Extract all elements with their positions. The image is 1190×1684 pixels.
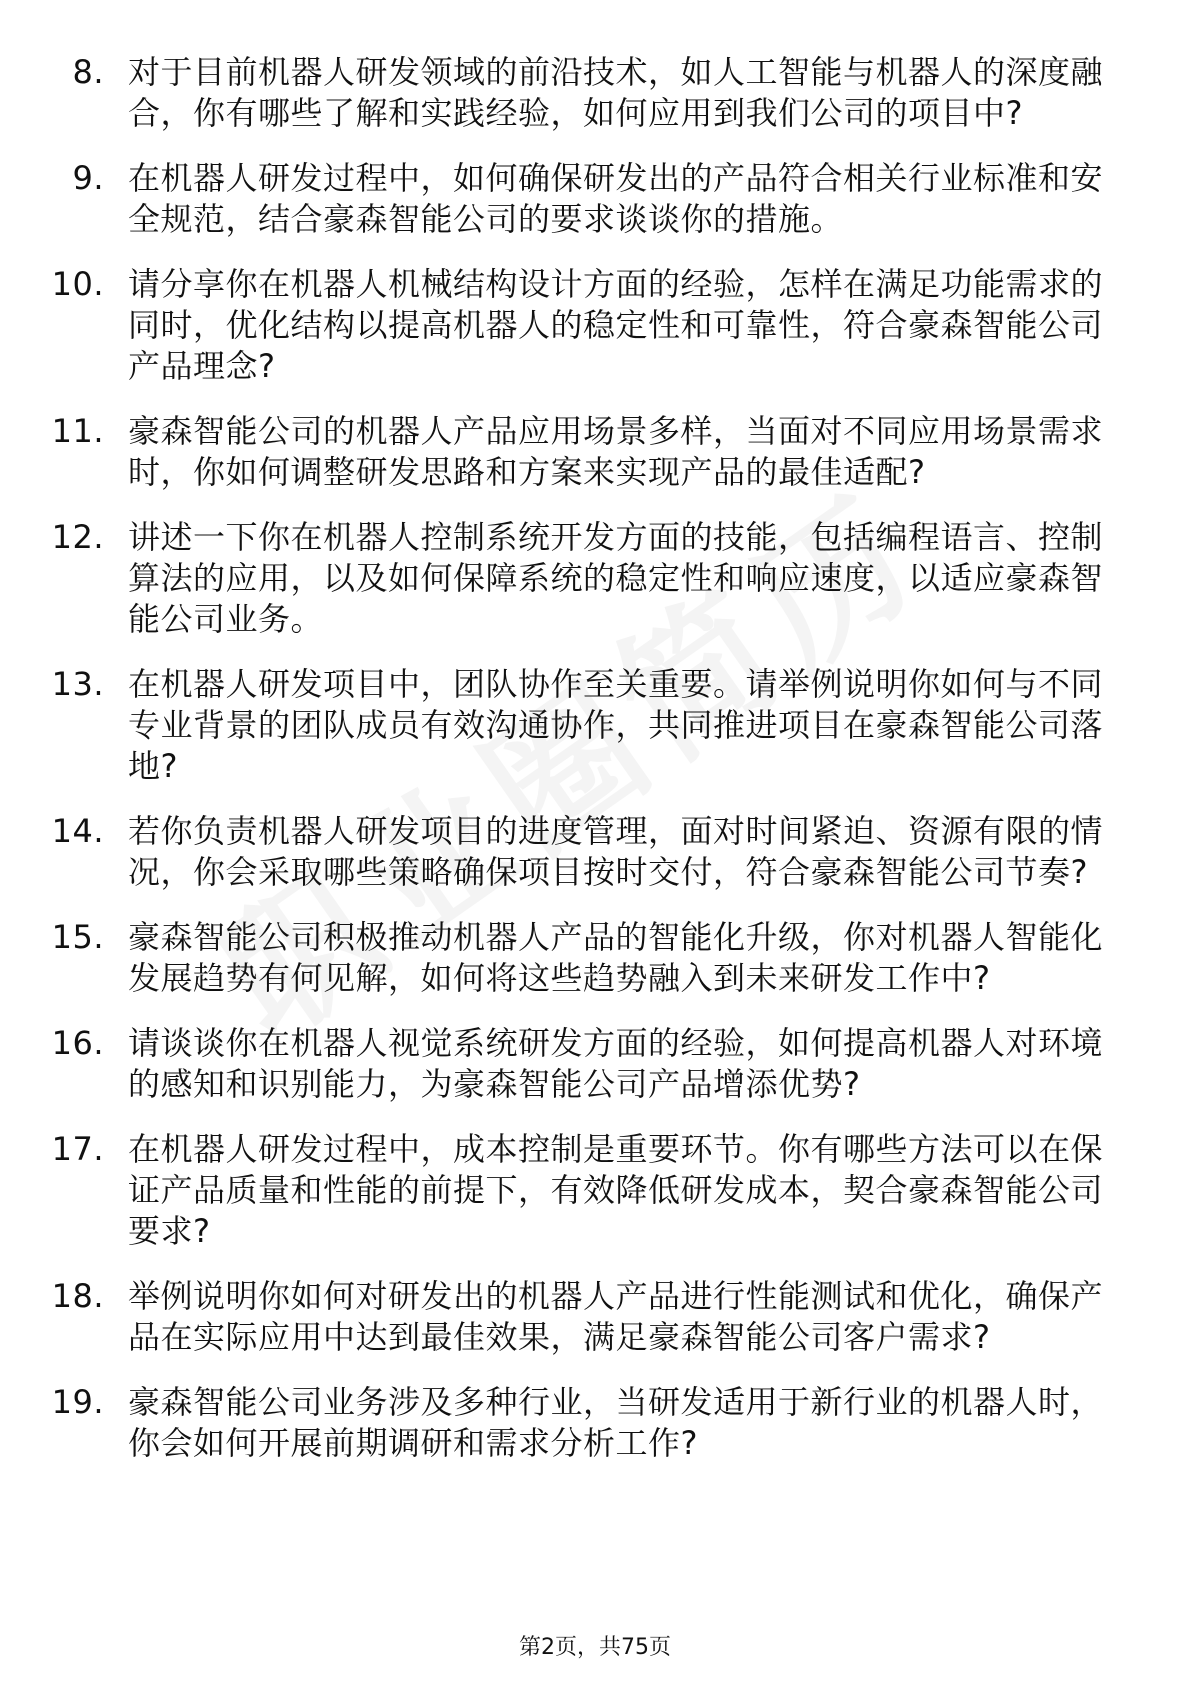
list-item bbox=[0, 1276, 1190, 1358]
question-number: 8. bbox=[72, 53, 104, 91]
question-number: 19. bbox=[51, 1383, 104, 1421]
question-text: 豪森智能公司积极推动机器人产品的智能化升级，你对机器人智能化发展趋势有何见解，如何将这些趋势融入到未来研发工作中? bbox=[128, 918, 1104, 997]
question-number: 10. bbox=[51, 265, 104, 303]
question-list bbox=[0, 52, 1190, 1488]
question-text: 讲述一下你在机器人控制系统开发方面的技能，包括编程语言、控制算法的应用，以及如何保障系统的稳定性和响应速度，以适应豪森智能公司业务。 bbox=[128, 518, 1104, 638]
list-item bbox=[0, 517, 1190, 640]
question-text: 在机器人研发过程中，如何确保研发出的产品符合相关行业标准和安全规范，结合豪森智能公司的要求谈谈你的措施。 bbox=[128, 159, 1104, 238]
question-text: 在机器人研发项目中，团队协作至关重要。请举例说明你如何与不同专业背景的团队成员有效沟通协作，共同推进项目在豪森智能公司落地? bbox=[128, 665, 1104, 785]
list-item bbox=[0, 411, 1190, 493]
question-text: 豪森智能公司的机器人产品应用场景多样，当面对不同应用场景需求时，你如何调整研发思路和方案来实现产品的最佳适配? bbox=[128, 412, 1104, 491]
question-text: 请谈谈你在机器人视觉系统研发方面的经验，如何提高机器人对环境的感知和识别能力，为豪森智能公司产品增添优势? bbox=[128, 1024, 1104, 1103]
question-number: 16. bbox=[51, 1024, 104, 1062]
question-number: 13. bbox=[51, 665, 104, 703]
question-number: 11. bbox=[51, 412, 104, 450]
question-text: 对于目前机器人研发领域的前沿技术，如人工智能与机器人的深度融合，你有哪些了解和实践经验，如何应用到我们公司的项目中? bbox=[128, 53, 1104, 132]
question-number: 14. bbox=[51, 812, 104, 850]
list-item bbox=[0, 1382, 1190, 1464]
question-number: 12. bbox=[51, 518, 104, 556]
question-text: 若你负责机器人研发项目的进度管理，面对时间紧迫、资源有限的情况，你会采取哪些策略确保项目按时交付，符合豪森智能公司节奏? bbox=[128, 812, 1104, 891]
list-item bbox=[0, 264, 1190, 387]
list-item bbox=[0, 811, 1190, 893]
question-text: 举例说明你如何对研发出的机器人产品进行性能测试和优化，确保产品在实际应用中达到最佳效果，满足豪森智能公司客户需求? bbox=[128, 1277, 1104, 1356]
question-text: 请分享你在机器人机械结构设计方面的经验，怎样在满足功能需求的同时，优化结构以提高机器人的稳定性和可靠性，符合豪森智能公司产品理念? bbox=[128, 265, 1104, 385]
question-number: 15. bbox=[51, 918, 104, 956]
question-number: 9. bbox=[72, 159, 104, 197]
question-text: 豪森智能公司业务涉及多种行业，当研发适用于新行业的机器人时，你会如何开展前期调研和需求分析工作? bbox=[128, 1383, 1104, 1462]
page-footer bbox=[0, 1630, 1190, 1661]
list-item bbox=[0, 158, 1190, 240]
page-indicator: 第2页，共75页 bbox=[519, 1635, 671, 1660]
list-item bbox=[0, 52, 1190, 134]
list-item bbox=[0, 1129, 1190, 1252]
question-number: 17. bbox=[51, 1130, 104, 1168]
list-item bbox=[0, 1023, 1190, 1105]
question-number: 18. bbox=[51, 1277, 104, 1315]
list-item bbox=[0, 664, 1190, 787]
question-text: 在机器人研发过程中，成本控制是重要环节。你有哪些方法可以在保证产品质量和性能的前提下，有效降低研发成本，契合豪森智能公司要求? bbox=[128, 1130, 1104, 1250]
list-item bbox=[0, 917, 1190, 999]
